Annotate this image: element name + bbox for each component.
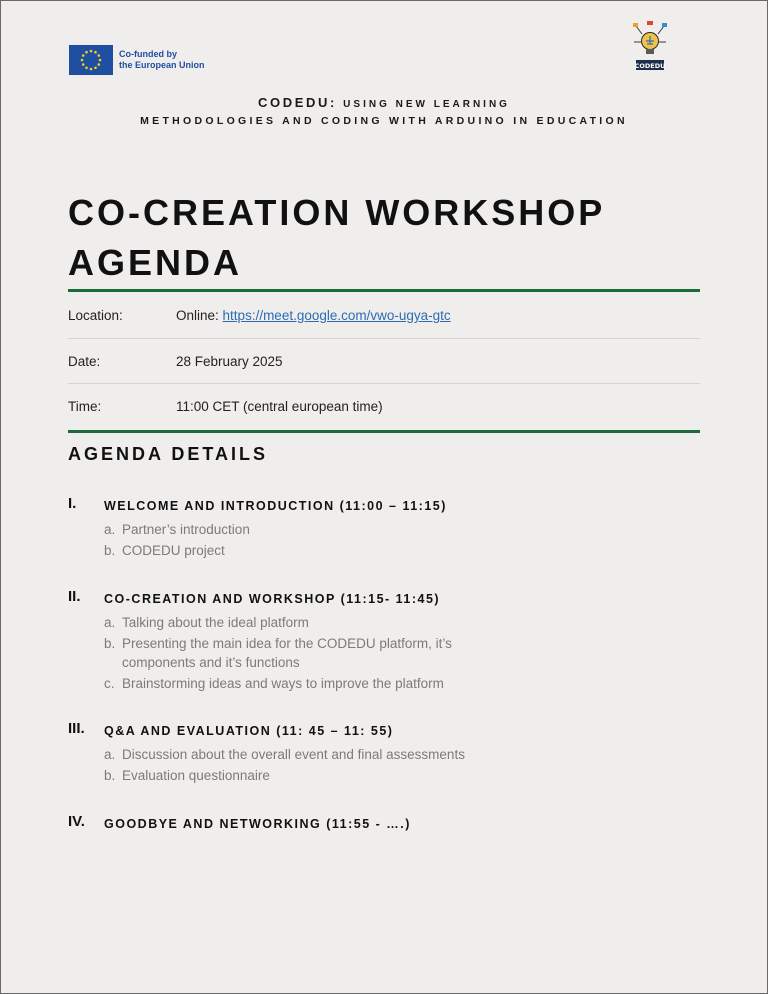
project-subtitle-line1 [0,95,768,110]
codedu-logo-text: CODEDU [634,62,666,70]
section-title: Q&A AND EVALUATION (11: 45 – 11: 55) [104,724,394,738]
item-marker: b. [104,768,116,783]
page-title [68,188,708,288]
section-title: CO-CREATION AND WORKSHOP (11:15- 11:45) [104,592,441,606]
location-prefix: Online: [176,308,219,323]
row-divider [68,383,700,384]
section-title: GOODBYE AND NETWORKING (11:55 - ….) [104,817,411,831]
time-value: 11:00 CET (central european time) [176,399,383,414]
date-label: Date: [68,354,101,369]
list-item [104,745,524,764]
item-text-continued: components and it’s functions [122,655,300,670]
eu-cofunded-logo [69,45,205,75]
title-line2: AGENDA [68,242,243,283]
eu-text [119,49,205,71]
row-divider [68,338,700,339]
item-text: Evaluation questionnaire [122,768,270,783]
section-title: WELCOME AND INTRODUCTION (11:00 – 11:15) [104,499,447,513]
item-text: Talking about the ideal platform [122,615,309,630]
codedu-logo [630,20,670,78]
item-marker: a. [104,615,116,630]
item-marker: a. [104,522,116,537]
title-line1: CO-CREATION WORKSHOP [68,192,606,233]
list-item [104,613,524,632]
item-text: Brainstorming ideas and ways to improve the platform [122,676,444,691]
date-value: 28 February 2025 [176,354,283,369]
item-text: Discussion about the overall event and final assessments [122,747,465,762]
item-marker: c. [104,676,115,691]
project-subtitle-line2: METHODOLOGIES AND CODING WITH ARDUINO IN EDUCATION [140,115,628,127]
item-text: Partner’s introduction [122,522,250,537]
section-number: I. [68,495,77,512]
title-divider [68,289,700,292]
location-label: Location: [68,308,123,323]
item-marker: b. [104,543,116,558]
subtitle-part2: USING NEW LEARNING [343,99,510,110]
list-item [104,634,524,672]
list-item [104,766,524,785]
item-marker: b. [104,636,116,651]
list-item [104,520,524,539]
eu-line1: Co-funded by [119,49,177,59]
eu-flag-icon [69,45,113,75]
item-text: Presenting the main idea for the CODEDU platform, it’s [122,636,452,651]
list-item [104,541,524,560]
eu-line2: the European Union [119,60,205,70]
meeting-link[interactable]: https://meet.google.com/vwo-ugya-gtc [222,308,451,323]
item-text: CODEDU project [122,543,225,558]
subtitle-part1: CODEDU: [258,95,337,110]
location-value [176,308,451,323]
section-number: III. [68,720,85,737]
section-number: II. [68,588,81,605]
item-marker: a. [104,747,116,762]
agenda-heading: AGENDA DETAILS [68,444,269,464]
time-label: Time: [68,399,102,414]
section-number: IV. [68,813,85,830]
list-item [104,674,524,693]
info-divider [68,430,700,433]
